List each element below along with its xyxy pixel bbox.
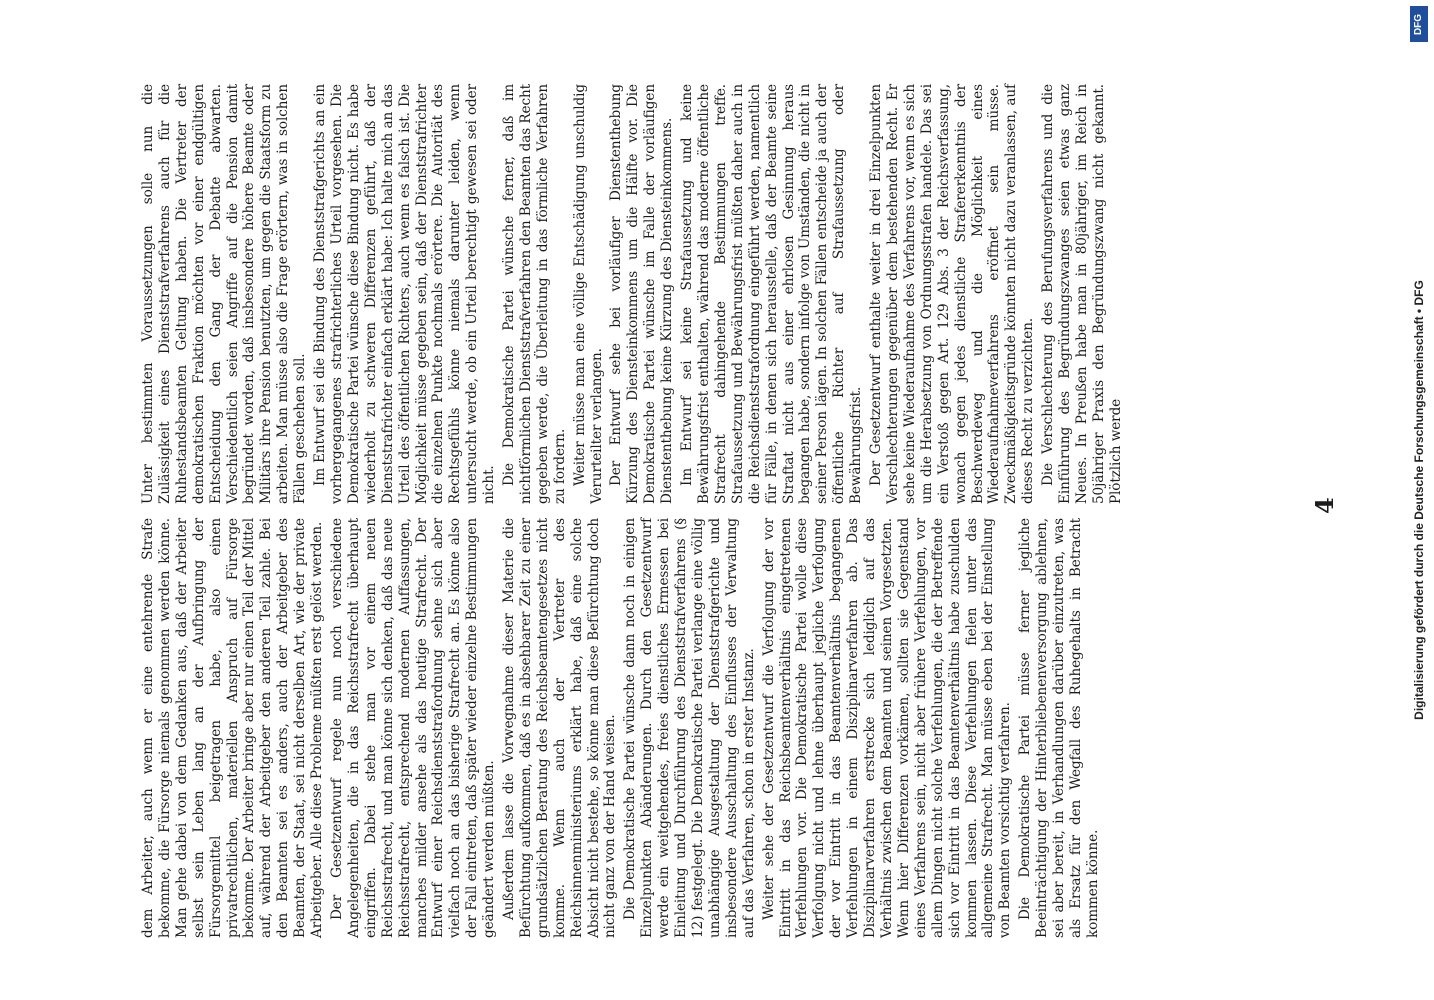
paragraph: Weiter müsse man eine völlige Entschädigung unschuldig Verurteilter verlangen. [571,84,605,504]
paragraph: Im Entwurf sei die Bindung des Dienststrafgerichts an ein vorhergegangenes strafrichterliches Urteil vorgesehen. Die Demokratische Partei wünsche diese Bindung nicht. Es habe wiederholt zu schweren Differenzen geführt, daß der Dienststrafrichter einfach erklärt habe: Ich halte mich an das Urteil des öffentlichen Richters, auch wenn es falsch ist. Die Möglichkeit müsse gegeben sein, daß der Dienststrafrichter die einzelnen Punkte nochmals erörtere. Die Autorität des Rechtsgefühls könne niemals darunter leiden, wenn untersucht werde, ob ein Urteil berechtigt gewesen sei oder nicht. [312,84,498,504]
paragraph: Der Entwurf sehe bei vorläufiger Dienstenthebung Kürzung des Diensteinkommens um die Hälfte vor. Die Demokratische Partei wünsche im Falle der vorläufigen Dienstenthebung keine Kürzung des Diensteinkommens. [608,84,676,504]
left-column [140,518,1290,938]
credit-text: Digitalisierung gefördert durch die Deutsche Forschungsgemeinschaft • DFG [1412,280,1426,720]
right-column [140,84,1290,504]
paragraph: Der Gesetzentwurf enthalte weiter in drei Einzelpunkten Verschlechterungen gegenüber dem bestehenden Recht. Er sehe keine Wiederaufnahme des Verfahrens vor, wenn es sich um die Herabsetzung von Ordnungsstrafen handele. Das sei ein Verstoß gegen Art. 129 Abs. 3 der Reichsverfassung, wonach gegen jedes dienstliche Strafererkenntnis der Beschwerdeweg und die Möglichkeit eines Wiederaufnahmeverfahrens eröffnet sein müsse. Zweckmäßigkeitsgründe könnten nicht dazu veranlassen, auf dieses Recht zu verzichten. [868,84,1037,504]
paragraph: dem Arbeiter, auch wenn er eine entehrende Strafe bekomme, die Fürsorge niemals genommen werden könne. Man gehe dabei von dem Gedanken aus, daß der Arbeiter selbst sein Leben lang an der Aufbringung der Fürsorgemittel beigetragen habe, also einen privatrechtlichen, materiellen Anspruch auf Fürsorge bekomme. Der Arbeiter bringe aber nur einen Teil der Mittel auf, während der Arbeitgeber den anderen Teil zahle. Bei den Beamten sei es anders, auch der Arbeitgeber des Beamten, der Staat, sei nicht derselben Art, wie der private Arbeitgeber. Alle diese Probleme müßten erst gelöst werden. [140,518,326,938]
paragraph: Die Demokratische Partei müsse ferner jegliche Beeinträchtigung der Hinterbliebenenversorgung ablehnen, sei aber bereit, in Verhandlungen darüber einzutreten, was als Ersatz für den Wegfall des Ruhegehalts in Betracht kommen könne. [1017,518,1101,938]
paragraph: Weiter sehe der Gesetzentwurf die Verfolgung der vor Eintritt in das Reichsbeamtenverhältnis eingetretenen Verfehlungen vor. Die Demokratische Partei wolle diese Verfolgung nicht und lehne überhaupt jegliche Verfolgung der vor Eintritt in das Beamtenverhältnis begangenen Verfehlungen in einem Disziplinarverfahren ab. Das Disziplinarverfahren erstrecke sich lediglich auf das Verhältnis zwischen dem Beamten und seinen Vorgesetzten. Wenn hier Differenzen vorkämen, sollten sie Gegenstand eines Verfahrens sein, nicht aber frühere Verfehlungen, vor allem Dingen nicht solche Verfehlungen, die der Betreffende sich vor Eintritt in das Beamtenverhältnis habe zuschulden kommen lassen. Diese Verfehlungen fielen unter das allgemeine Strafrecht. Man müsse eben bei der Einstellung von Beamten vorsichtig verfahren. [760,518,1014,938]
page-number: 4 [1310,497,1339,514]
digitization-credit [1408,0,1430,1000]
paragraph: Die Demokratische Partei wünsche ferner, daß im nichtförmlichen Dienststrafverfahren den Beamten das Recht gegeben werde, die Überleitung in das förmliche Verfahren zu fordern. [501,84,568,504]
dfg-logo-text: DFG [1413,13,1425,35]
paragraph: Die Verschlechterung des Berufungsverfahrens und die Einführung des Begründungszwanges seien etwas ganz Neues. In Preußen habe man in 80jähriger, im Reich in 50jähriger Praxis den Begründungszwang nicht gekannt. Plötzlich werde [1040,84,1124,504]
paragraph: Im Entwurf sei keine Strafaussetzung und keine Bewährungsfrist enthalten, während das moderne öffentliche Strafrecht dahingehende Bestimmungen treffe. Strafaussetzung und Bewährungsfrist müßten daher auch in die Reichsdienststrafordnung eingeführt werden, namentlich für Fälle, in denen sich herausstelle, daß der Beamte seine Straftat nicht aus einer ehrlosen Gesinnung heraus begangen habe, sondern infolge von Umständen, die nicht in seiner Person lägen. In solchen Fällen entscheide ja auch der öffentliche Richter auf Strafaussetzung oder Bewährungsfrist. [679,84,865,504]
paragraph: Der Gesetzentwurf regele nun noch verschiedene Angelegenheiten, die in das Reichsstrafrecht überhaupt eingriffen. Dabei stehe man vor einem neuen Reichsstrafrecht, und man könne sich denken, daß das neue Reichsstrafrecht, entsprechend modernen Auffassungen, manches milder ansehe als das heutige Strafrecht. Der Entwurf einer Reichsdienststrafordnung sehne sich aber vielfach noch an das bisherige Strafrecht an. Es könne also der Fall eintreten, daß später wieder einzelne Bestimmungen geändert werden müßten. [328,518,498,938]
paragraph: Außerdem lasse die Vorwegnahme dieser Materie die Befürchtung aufkommen, daß es in absehbarer Zeit zu einer grundsätzlichen Beratung des Reichsbeamtengesetzes nicht komme. Wenn auch der Vertreter des Reichsinnenministeriums erklärt habe, daß eine solche Absicht nicht bestehe, so könne man diese Befürchtung doch nicht ganz von der Hand weisen. [501,518,619,938]
paragraph: Die Demokratische Partei wünsche dann noch in einigen Einzelpunkten Abänderungen. Durch den Gesetzentwurf werde ein weitgehendes, freies dienstliches Ermessen bei Einleitung und Durchführung des Dienststrafverfahrens (§ 12) festgelegt. Die Demokratische Partei verlange eine völlig unabhängige Ausgestaltung der Dienststrafgerichte und insbesondere Ausschaltung des Einflusses der Verwaltung auf das Verfahren, schon in erster Instanz. [622,518,757,938]
dfg-logo [1410,6,1428,42]
paragraph: Unter bestimmten Voraussetzungen solle nun die Zulässigkeit eines Dienststrafverfahrens auch für die Ruhestandsbeamten Geltung haben. Die Vertreter der demokratischen Fraktion möchten vor einer endgültigen Entscheidung den Gang der Debatte abwarten. Verschiedentlich seien Angriffe auf die Pension damit begründet worden, daß insbesondere höhere Beamte oder Militärs ihre Pension benutzten, um gegen die Staatsform zu arbeiten. Man müsse also die Frage erörtern, was in solchen Fällen geschehen soll. [140,84,309,504]
